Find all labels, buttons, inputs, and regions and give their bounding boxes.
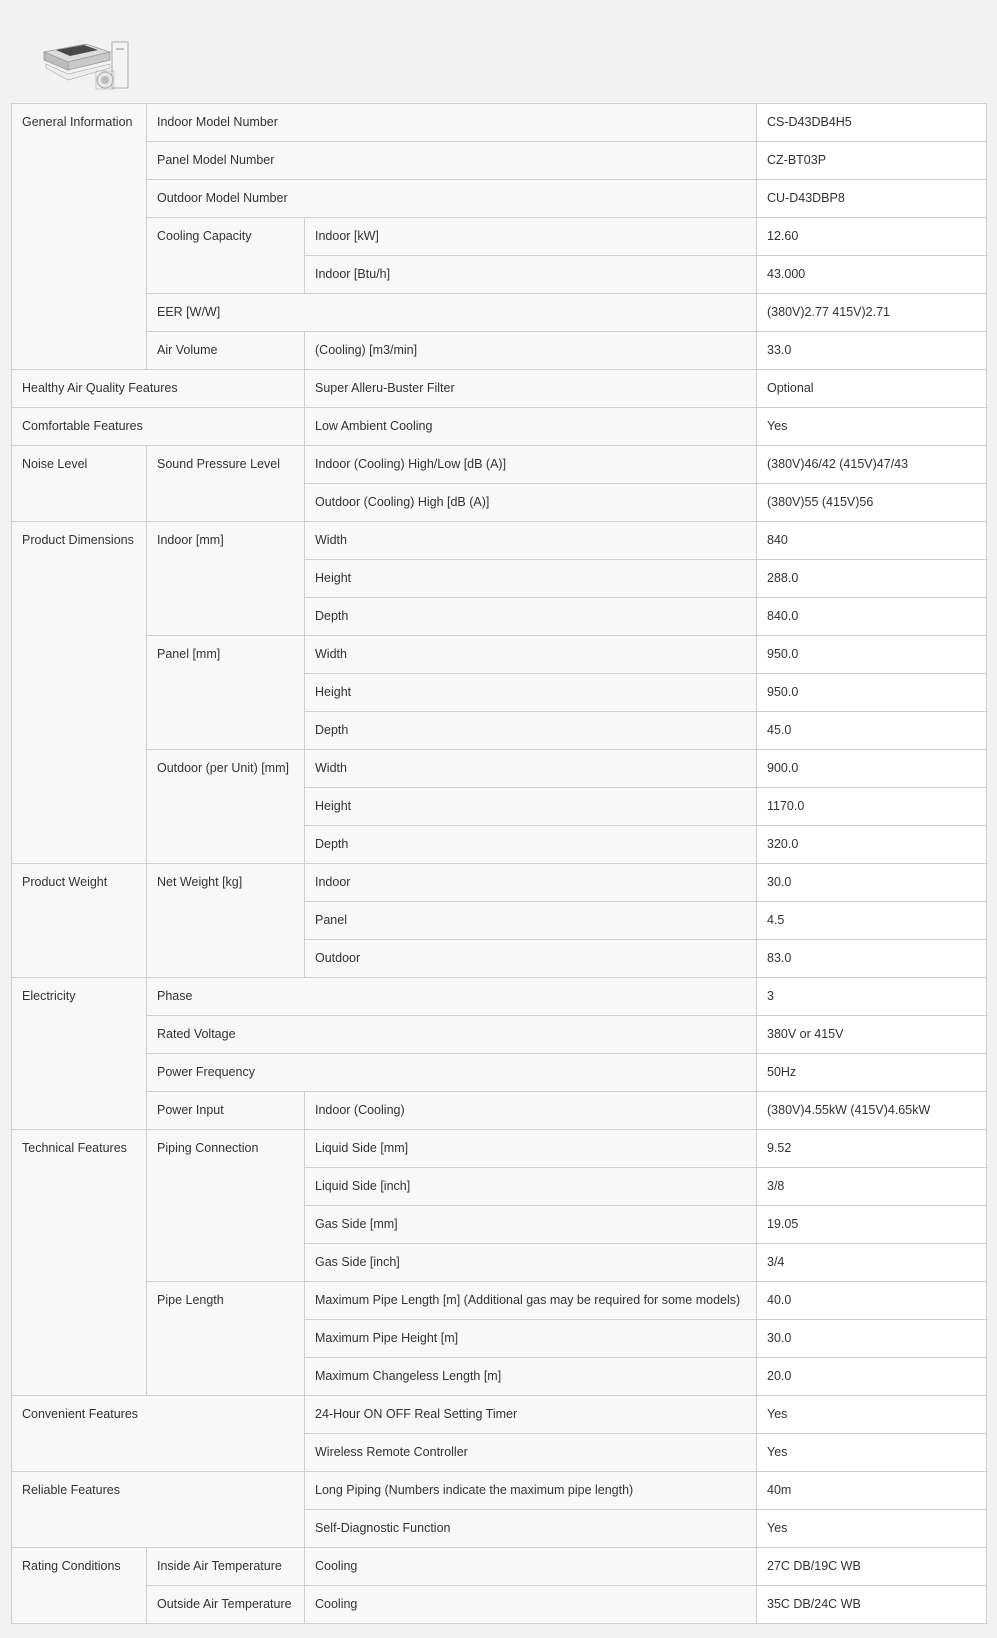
spec-label-cell: Width: [305, 636, 757, 674]
spec-label-cell: Cooling: [305, 1548, 757, 1586]
spec-label-cell: Electricity: [12, 978, 147, 1130]
spec-value-cell: Yes: [757, 1510, 987, 1548]
spec-label-cell: Maximum Pipe Length [m] (Additional gas may be required for some models): [305, 1282, 757, 1320]
spec-label-cell: Indoor (Cooling) High/Low [dB (A)]: [305, 446, 757, 484]
table-row: [12, 294, 987, 332]
spec-value-cell: 840: [757, 522, 987, 560]
spec-value-cell: Yes: [757, 1396, 987, 1434]
spec-value-cell: CS-D43DB4H5: [757, 104, 987, 142]
spec-label-cell: Rating Conditions: [12, 1548, 147, 1624]
spec-label-cell: (Cooling) [m3/min]: [305, 332, 757, 370]
spec-value-cell: 83.0: [757, 940, 987, 978]
spec-label-cell: Product Weight: [12, 864, 147, 978]
spec-label-cell: Width: [305, 522, 757, 560]
spec-value-cell: 4.5: [757, 902, 987, 940]
spec-value-cell: 900.0: [757, 750, 987, 788]
spec-value-cell: 30.0: [757, 1320, 987, 1358]
spec-label-cell: Rated Voltage: [147, 1016, 757, 1054]
spec-value-cell: CZ-BT03P: [757, 142, 987, 180]
table-row: [12, 1586, 987, 1624]
spec-value-cell: 12.60: [757, 218, 987, 256]
spec-label-cell: Outside Air Temperature: [147, 1586, 305, 1624]
spec-value-cell: 288.0: [757, 560, 987, 598]
spec-label-cell: Healthy Air Quality Features: [12, 370, 305, 408]
spec-value-cell: 40m: [757, 1472, 987, 1510]
table-row: [12, 142, 987, 180]
spec-label-cell: Indoor (Cooling): [305, 1092, 757, 1130]
spec-value-cell: (380V)4.55kW (415V)4.65kW: [757, 1092, 987, 1130]
spec-label-cell: Outdoor (per Unit) [mm]: [147, 750, 305, 864]
spec-label-cell: Convenient Features: [12, 1396, 305, 1472]
table-row: [12, 1130, 987, 1168]
spec-label-cell: Outdoor: [305, 940, 757, 978]
spec-label-cell: Phase: [147, 978, 757, 1016]
spec-label-cell: Reliable Features: [12, 1472, 305, 1548]
spec-label-cell: Cooling: [305, 1586, 757, 1624]
spec-value-cell: Yes: [757, 1434, 987, 1472]
spec-label-cell: Width: [305, 750, 757, 788]
spec-value-cell: (380V)55 (415V)56: [757, 484, 987, 522]
spec-label-cell: Indoor [mm]: [147, 522, 305, 636]
spec-value-cell: 19.05: [757, 1206, 987, 1244]
spec-label-cell: Air Volume: [147, 332, 305, 370]
spec-value-cell: 45.0: [757, 712, 987, 750]
spec-label-cell: Comfortable Features: [12, 408, 305, 446]
spec-value-cell: 380V or 415V: [757, 1016, 987, 1054]
table-row: [12, 104, 987, 142]
spec-label-cell: Piping Connection: [147, 1130, 305, 1282]
spec-label-cell: Indoor Model Number: [147, 104, 757, 142]
table-row: [12, 1396, 987, 1434]
spec-label-cell: Indoor: [305, 864, 757, 902]
table-row: [12, 978, 987, 1016]
specifications-table: [11, 103, 987, 1624]
spec-label-cell: Power Input: [147, 1092, 305, 1130]
table-row: [12, 522, 987, 560]
spec-label-cell: Super Alleru-Buster Filter: [305, 370, 757, 408]
spec-label-cell: Self-Diagnostic Function: [305, 1510, 757, 1548]
spec-value-cell: 1170.0: [757, 788, 987, 826]
spec-value-cell: 50Hz: [757, 1054, 987, 1092]
spec-label-cell: Maximum Pipe Height [m]: [305, 1320, 757, 1358]
spec-label-cell: Cooling Capacity: [147, 218, 305, 294]
table-row: [12, 408, 987, 446]
spec-label-cell: Outdoor (Cooling) High [dB (A)]: [305, 484, 757, 522]
spec-label-cell: Low Ambient Cooling: [305, 408, 757, 446]
spec-label-cell: Long Piping (Numbers indicate the maximum pipe length): [305, 1472, 757, 1510]
spec-value-cell: (380V)46/42 (415V)47/43: [757, 446, 987, 484]
spec-label-cell: EER [W/W]: [147, 294, 757, 332]
table-row: [12, 864, 987, 902]
spec-label-cell: Depth: [305, 826, 757, 864]
spec-value-cell: 840.0: [757, 598, 987, 636]
spec-label-cell: Panel [mm]: [147, 636, 305, 750]
spec-label-cell: Technical Features: [12, 1130, 147, 1396]
spec-label-cell: Height: [305, 674, 757, 712]
spec-label-cell: General Information: [12, 104, 147, 370]
spec-label-cell: Wireless Remote Controller: [305, 1434, 757, 1472]
spec-label-cell: Gas Side [inch]: [305, 1244, 757, 1282]
spec-label-cell: Inside Air Temperature: [147, 1548, 305, 1586]
spec-label-cell: Pipe Length: [147, 1282, 305, 1396]
table-row: [12, 1092, 987, 1130]
spec-value-cell: 320.0: [757, 826, 987, 864]
spec-value-cell: CU-D43DBP8: [757, 180, 987, 218]
table-row: [12, 180, 987, 218]
spec-value-cell: 35C DB/24C WB: [757, 1586, 987, 1624]
spec-label-cell: Power Frequency: [147, 1054, 757, 1092]
spec-value-cell: 9.52: [757, 1130, 987, 1168]
spec-label-cell: Panel: [305, 902, 757, 940]
spec-label-cell: 24-Hour ON OFF Real Setting Timer: [305, 1396, 757, 1434]
spec-label-cell: Height: [305, 788, 757, 826]
table-row: [12, 370, 987, 408]
spec-label-cell: Depth: [305, 598, 757, 636]
spec-label-cell: Noise Level: [12, 446, 147, 522]
spec-value-cell: 3: [757, 978, 987, 1016]
table-row: [12, 332, 987, 370]
spec-label-cell: Product Dimensions: [12, 522, 147, 864]
spec-label-cell: Liquid Side [mm]: [305, 1130, 757, 1168]
table-row: [12, 218, 987, 256]
spec-value-cell: 20.0: [757, 1358, 987, 1396]
spec-label-cell: Outdoor Model Number: [147, 180, 757, 218]
spec-label-cell: Net Weight [kg]: [147, 864, 305, 978]
table-row: [12, 1016, 987, 1054]
spec-value-cell: 3/4: [757, 1244, 987, 1282]
table-row: [12, 1472, 987, 1510]
spec-label-cell: Gas Side [mm]: [305, 1206, 757, 1244]
spec-label-cell: Panel Model Number: [147, 142, 757, 180]
spec-value-cell: 27C DB/19C WB: [757, 1548, 987, 1586]
spec-label-cell: Sound Pressure Level: [147, 446, 305, 522]
product-image: [40, 38, 130, 92]
table-row: [12, 750, 987, 788]
spec-value-cell: 30.0: [757, 864, 987, 902]
table-row: [12, 636, 987, 674]
spec-value-cell: 33.0: [757, 332, 987, 370]
table-row: [12, 1054, 987, 1092]
spec-value-cell: 3/8: [757, 1168, 987, 1206]
spec-label-cell: Depth: [305, 712, 757, 750]
spec-value-cell: 950.0: [757, 636, 987, 674]
table-row: [12, 1548, 987, 1586]
spec-label-cell: Liquid Side [inch]: [305, 1168, 757, 1206]
spec-value-cell: Optional: [757, 370, 987, 408]
table-row: [12, 446, 987, 484]
spec-value-cell: Yes: [757, 408, 987, 446]
spec-label-cell: Height: [305, 560, 757, 598]
spec-value-cell: 43.000: [757, 256, 987, 294]
spec-label-cell: Indoor [kW]: [305, 218, 757, 256]
spec-label-cell: Indoor [Btu/h]: [305, 256, 757, 294]
spec-value-cell: (380V)2.77 415V)2.71: [757, 294, 987, 332]
spec-value-cell: 950.0: [757, 674, 987, 712]
spec-value-cell: 40.0: [757, 1282, 987, 1320]
table-row: [12, 1282, 987, 1320]
spec-label-cell: Maximum Changeless Length [m]: [305, 1358, 757, 1396]
